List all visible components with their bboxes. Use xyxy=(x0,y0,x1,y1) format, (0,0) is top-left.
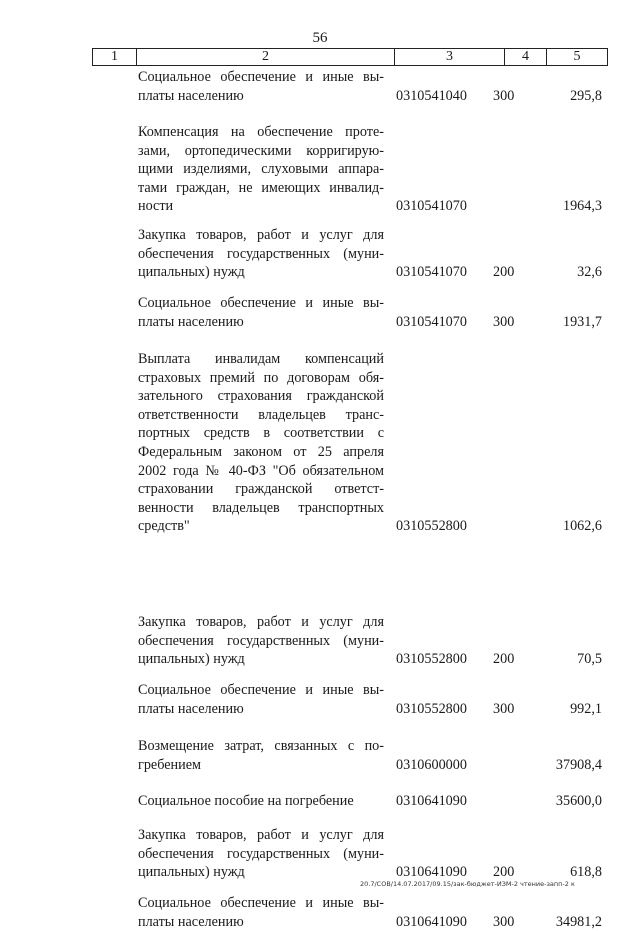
row-amount: 34981,2 xyxy=(555,913,602,930)
row-amount: 992,1 xyxy=(570,700,602,717)
row-amount: 35600,0 xyxy=(555,793,602,809)
row-description-line: ности xyxy=(138,198,174,215)
row-description-line: страховых премий по договорам обя- xyxy=(138,369,384,386)
row-amount: 295,8 xyxy=(570,87,602,104)
row-amount: 37908,4 xyxy=(555,756,602,773)
row-description-line: Возмещение затрат, связанных с по- xyxy=(138,738,384,754)
footer-note: 20.7/СОВ/14.07.2017/09.15/зак-бюджет-ИЗМ-2 чтение-запп-2 к xyxy=(360,880,575,888)
row-description-line: портных средств в соответствии с xyxy=(138,425,384,442)
row-code: 0310541040 xyxy=(396,87,467,104)
row-code: 0310641090 xyxy=(396,864,467,881)
row-code: 0310552800 xyxy=(396,700,467,717)
row-description-line: Закупка товаров, работ и услуг для xyxy=(138,614,384,630)
row-description-line: обеспечения государственных (муни- xyxy=(138,245,384,262)
row-description-line: Социальное обеспечение и иные вы- xyxy=(138,69,384,85)
row-description-line: 2002 года № 40-ФЗ "Об обязательном xyxy=(138,462,384,479)
row-description xyxy=(138,294,384,331)
row-description xyxy=(138,826,384,882)
row-description xyxy=(138,737,384,774)
row-description-line: Закупка товаров, работ и услуг для xyxy=(138,827,384,843)
row-code: 0310552800 xyxy=(396,651,467,668)
row-amount: 1062,6 xyxy=(562,518,602,535)
row-description-line: Социальное обеспечение и иные вы- xyxy=(138,682,384,698)
row-description-line: Закупка товаров, работ и услуг для xyxy=(138,227,384,243)
header-col-3: 3 xyxy=(395,49,505,65)
row-description-line: Социальное обеспечение и иные вы- xyxy=(138,295,384,311)
row-description-line: Социальное обеспечение и иные вы- xyxy=(138,895,384,911)
row-description-line: ципальных) нужд xyxy=(138,264,245,281)
row-description xyxy=(138,894,384,931)
row-code: 0310541070 xyxy=(396,198,467,215)
row-description xyxy=(138,226,384,282)
row-description xyxy=(138,792,384,811)
row-expense-kind: 300 xyxy=(493,87,515,104)
row-expense-kind: 300 xyxy=(493,700,515,717)
table-header xyxy=(92,48,608,66)
row-amount: 1964,3 xyxy=(562,198,602,215)
row-description-line: средств" xyxy=(138,518,190,535)
row-description-line: гребением xyxy=(138,756,201,773)
row-description-line: тами граждан, не имеющих инвалид- xyxy=(138,179,384,196)
row-description xyxy=(138,350,384,536)
row-expense-kind: 300 xyxy=(493,313,515,330)
row-description-line: Социальное пособие на погребение xyxy=(138,793,354,809)
row-expense-kind: 200 xyxy=(493,651,515,668)
row-code: 0310541070 xyxy=(396,264,467,281)
row-description-line: обеспечения государственных (муни- xyxy=(138,632,384,649)
row-amount: 70,5 xyxy=(577,651,602,668)
row-description xyxy=(138,68,384,105)
row-description-line: платы населению xyxy=(138,87,244,104)
header-col-4: 4 xyxy=(505,49,547,65)
row-code: 0310641090 xyxy=(396,793,467,809)
header-col-2: 2 xyxy=(137,49,395,65)
row-description-line: страховании гражданской ответст- xyxy=(138,481,384,498)
row-description-line: платы населению xyxy=(138,313,244,330)
row-code: 0310552800 xyxy=(396,518,467,535)
row-expense-kind: 200 xyxy=(493,264,515,281)
row-description xyxy=(138,613,384,669)
row-amount: 618,8 xyxy=(570,864,602,881)
row-description-line: венности владельцев транспортных xyxy=(138,499,384,516)
row-expense-kind: 300 xyxy=(493,913,515,930)
row-code: 0310641090 xyxy=(396,913,467,930)
row-description-line: платы населению xyxy=(138,913,244,930)
row-amount: 1931,7 xyxy=(562,313,602,330)
row-description xyxy=(138,681,384,718)
row-description-line: ответственности владельцев транс- xyxy=(138,406,384,423)
row-description-line: Федеральным законом от 25 апреля xyxy=(138,443,384,460)
row-description-line: ципальных) нужд xyxy=(138,864,245,881)
row-description-line: Компенсация на обеспечение проте- xyxy=(138,124,384,140)
row-expense-kind: 200 xyxy=(493,864,515,881)
row-description-line: щими изделиями, слуховыми аппара- xyxy=(138,161,384,178)
row-description-line: зами, ортопедическими корригирую- xyxy=(138,142,384,159)
row-code: 0310600000 xyxy=(396,756,467,773)
page-number: 56 xyxy=(312,30,328,46)
header-col-5: 5 xyxy=(573,49,581,64)
row-amount: 32,6 xyxy=(577,264,602,281)
row-description-line: платы населению xyxy=(138,700,244,717)
header-col-1: 1 xyxy=(93,49,137,65)
row-description-line: зательного страхования гражданской xyxy=(138,388,384,405)
row-description-line: ципальных) нужд xyxy=(138,651,245,668)
row-description xyxy=(138,123,384,216)
row-code: 0310541070 xyxy=(396,313,467,330)
row-description-line: обеспечения государственных (муни- xyxy=(138,845,384,862)
row-description-line: Выплата инвалидам компенсаций xyxy=(138,351,384,367)
